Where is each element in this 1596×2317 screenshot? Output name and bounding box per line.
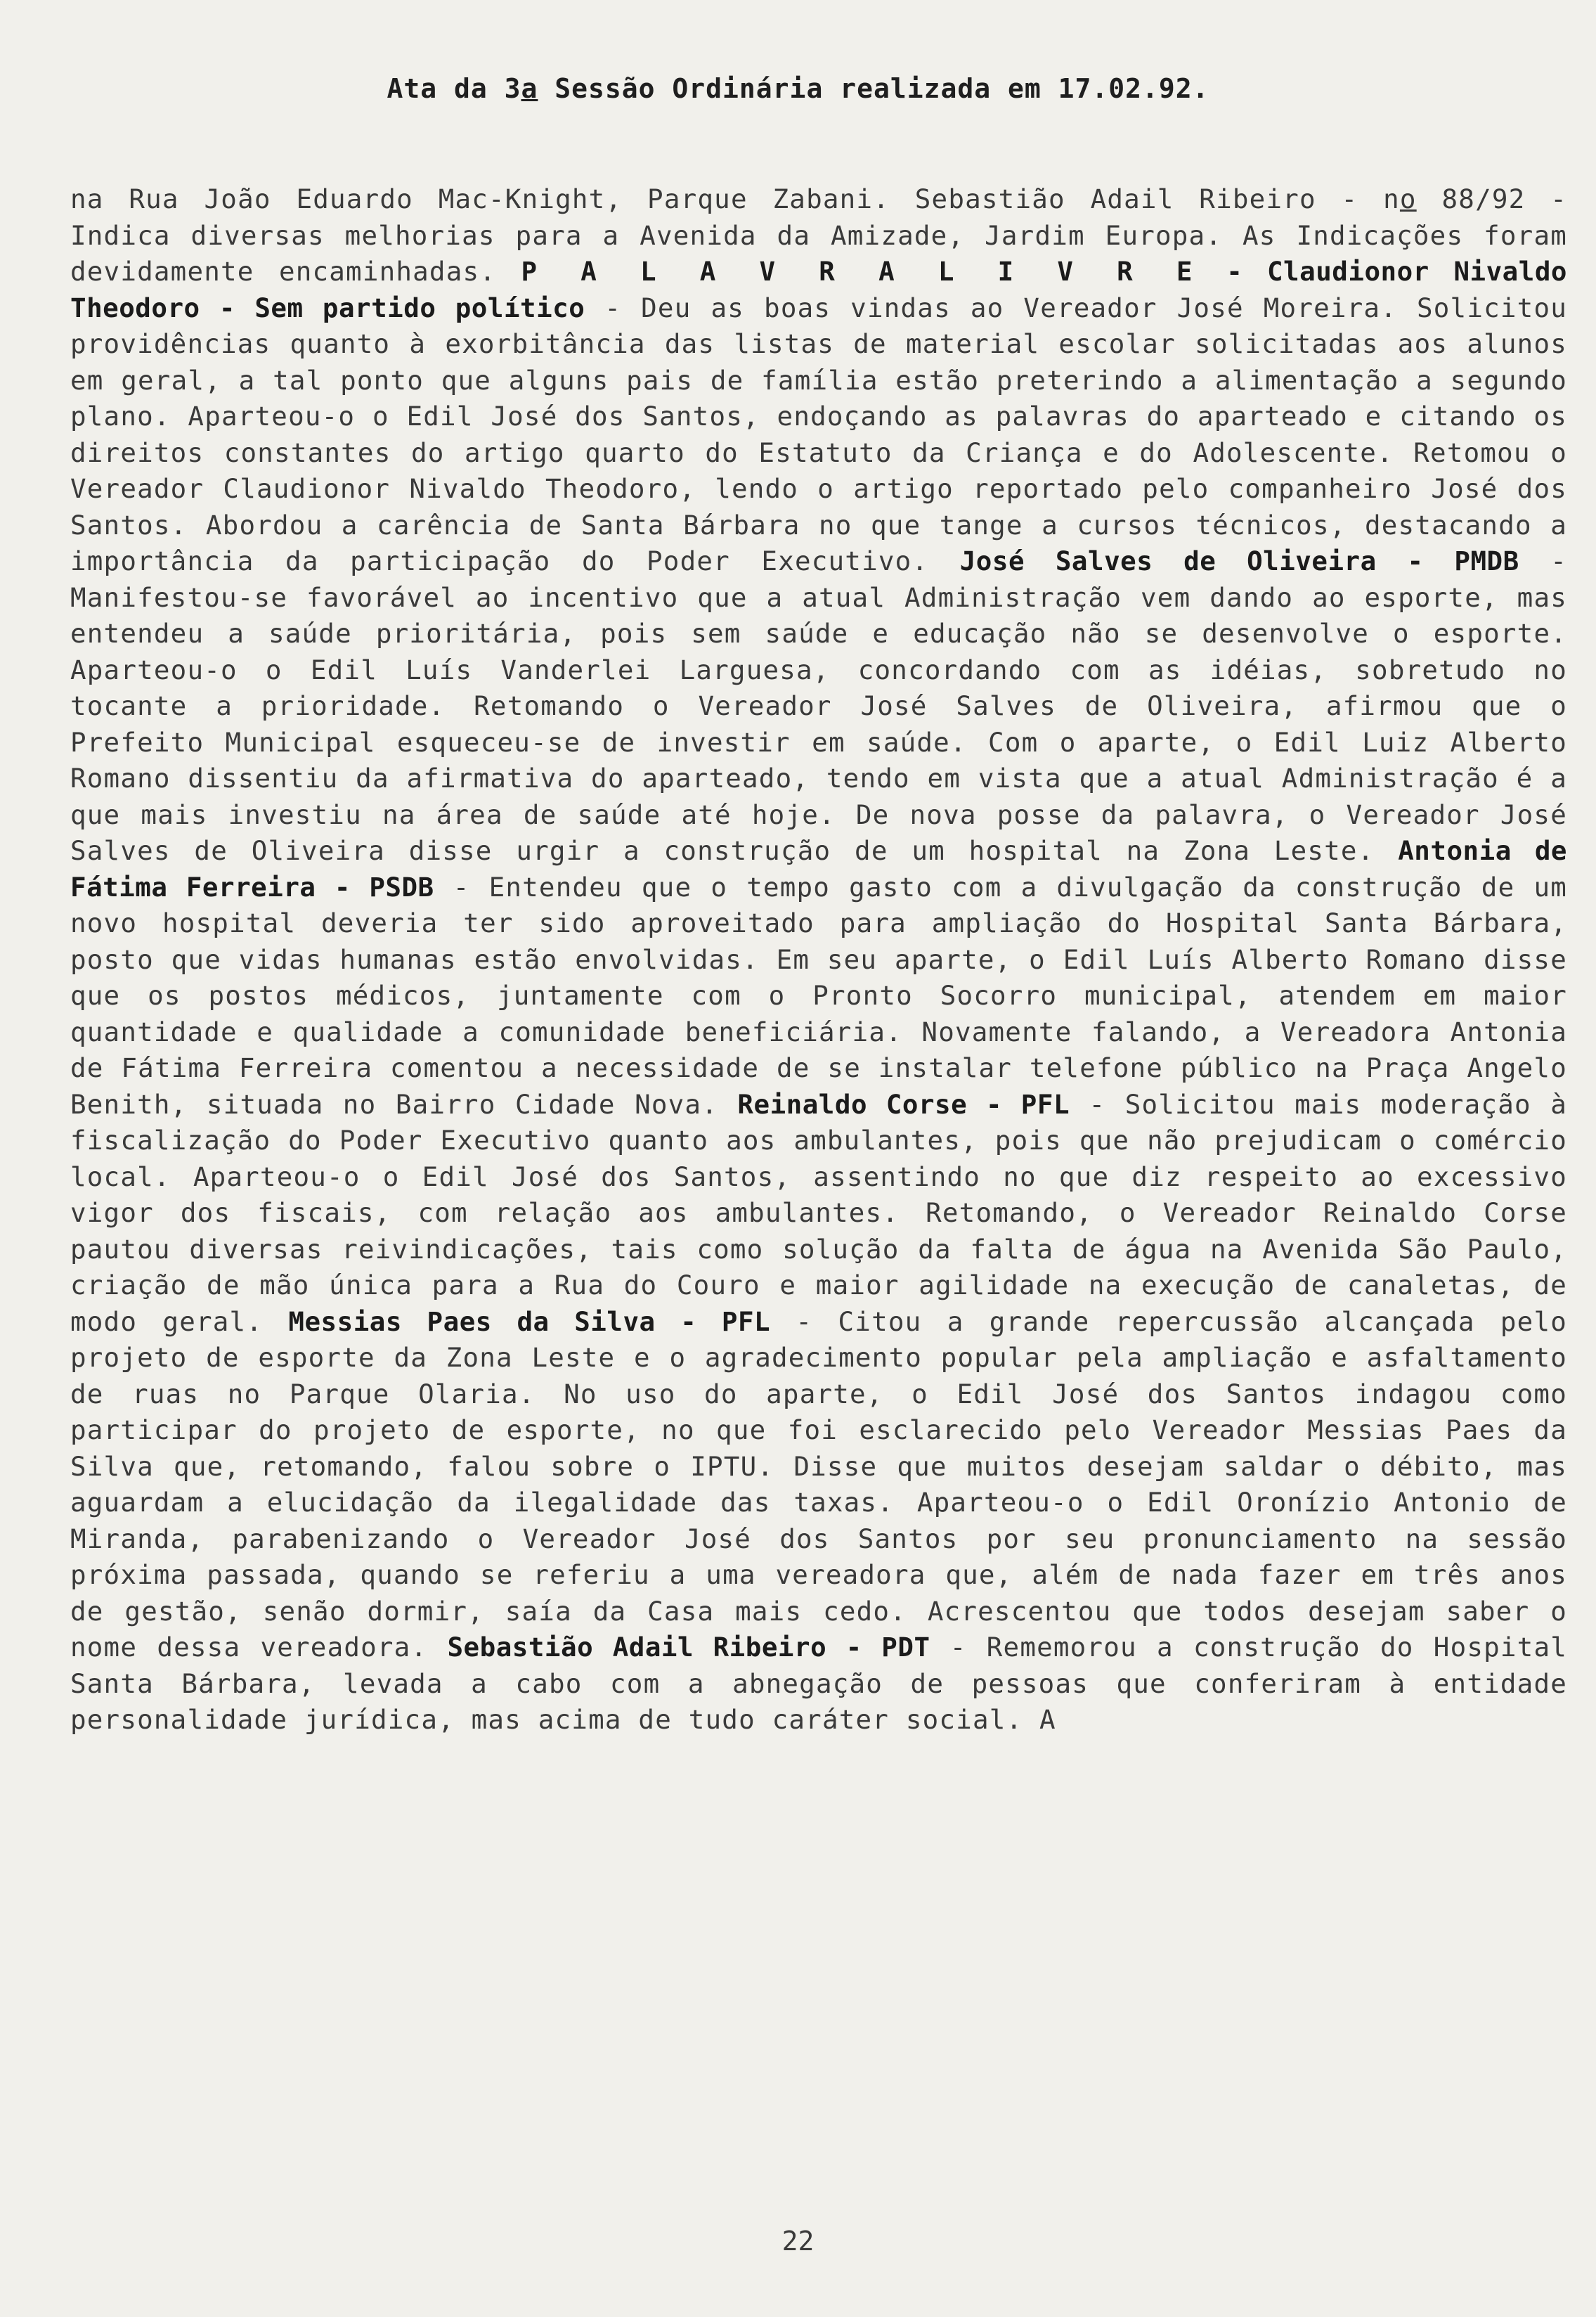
speaker-reinaldo: Reinaldo Corse - PFL bbox=[737, 1088, 1070, 1120]
document-title bbox=[0, 73, 1596, 104]
number-ordinal: o bbox=[1399, 183, 1417, 214]
minutes-paragraph bbox=[70, 181, 1567, 1738]
speech-sebastiao: - Rememorou a construção do Hospital Santa Bárbara, levada a cabo com a abnegação de pessoas que conferiram à entidade personalidade jurídica, mas acima de tudo caráter social. A bbox=[70, 1632, 1568, 1735]
speaker-messias: Messias Paes da Silva - PFL bbox=[288, 1305, 771, 1337]
indications-text: na Rua João Eduardo Mac-Knight, Parque Zabani. Sebastião Adail Ribeiro - n bbox=[70, 183, 1400, 214]
indications-text-cont: 88/92 - Indica diversas melhorias para a Avenida da Amizade, Jardim Europa. As Indicações foram devidamente encaminhadas. bbox=[70, 183, 1567, 287]
speech-antonia: - Entendeu que o tempo gasto com a divulgação da construção de um novo hospital deveria ter sido aproveitado para ampliação do Hospital Santa Bárbara, posto que vidas humanas estão envolvidas. Em seu aparte, o Edil Luís Alberto Romano disse que os postos médicos, juntamente com o Pronto Socorro municipal, atendem em maior quantidade e qualidade a comunidade beneficiária. Novamente falando, a Vereadora Antonia de Fátima Ferreira comentou a necessidade de se instalar telefone público na Praça Angelo Benith, situada no Bairro Cidade Nova. bbox=[70, 871, 1567, 1120]
speech-messias: - Citou a grande repercussão alcançada pelo projeto de esporte da Zona Leste e o agradecimento popular pela ampliação e asfaltamento de ruas no Parque Olaria. No uso do aparte, o Edil José dos Santos indagou como participar do projeto de esporte, no que foi esclarecido pelo Vereador Messias Paes da Silva que, retomando, falou sobre o IPTU. Disse que muitos desejam saldar o débito, mas aguardam a elucidação da ilegalidade das taxas. Aparteou-o o Edil Oronízio Antonio de Miranda, parabenizando o Vereador José dos Santos por seu pronunciamento na sessão próxima passada, quando se referiu a uma vereadora que, além de nada fazer em três anos de gestão, senão dormir, saía da Casa mais cedo. Acrescentou que todos desejam saber o nome dessa vereadora. bbox=[70, 1305, 1568, 1663]
palavra-livre-heading: P A L A V R A L I V R E bbox=[521, 256, 1202, 287]
speaker-claudionor: - Claudionor Nivaldo Theodoro - Sem partido político bbox=[70, 256, 1567, 323]
minutes-body bbox=[70, 181, 1567, 1738]
speech-claudionor: - Deu as boas vindas ao Vereador José Moreira. Solicitou providências quanto à exorbitância das listas de material escolar solicitadas aos alunos em geral, a tal ponto que alguns pais de família estão preterindo a alimentação a segundo plano. Aparteou-o o Edil José dos Santos, endoçando as palavras do aparteado e citando os direitos constantes do artigo quarto do Estatuto da Criança e do Adolescente. Retomou o Vereador Claudionor Nivaldo Theodoro, lendo o artigo reportado pelo companheiro José dos Santos. Abordou a carência de Santa Bárbara no que tange a cursos técnicos, destacando a importância da participação do Poder Executivo. bbox=[70, 292, 1567, 576]
speech-jose-salves: - Manifestou-se favorável ao incentivo que a atual Administração vem dando ao esporte, mas entendeu a saúde prioritária, pois sem saúde e educação não se desenvolve o esporte. Aparteou-o o Edil Luís Vanderlei Larguesa, concordando com as idéias, sobretudo no tocante a prioridade. Retomando o Vereador José Salves de Oliveira, afirmou que o Prefeito Municipal esqueceu-se de investir em saúde. Com o aparte, o Edil Luiz Alberto Romano dissentiu da afirmativa do aparteado, tendo em vista que a atual Administração é a que mais investiu na área de saúde até hoje. De nova posse da palavra, o Vereador José Salves de Oliveira disse urgir a construção de um hospital na Zona Leste. bbox=[70, 546, 1568, 866]
page-number: 22 bbox=[781, 2226, 815, 2257]
title-suffix: Sessão Ordinária realizada em 17.02.92. bbox=[538, 73, 1209, 104]
speaker-jose-salves: José Salves de Oliveira - PMDB bbox=[959, 546, 1519, 576]
speaker-antonia: Antonia de Fátima Ferreira - PSDB bbox=[70, 835, 1567, 903]
speech-reinaldo: - Solicitou mais moderação à fiscalização do Poder Executivo quanto aos ambulantes, pois que não prejudicam o comércio local. Aparteou-o o Edil José dos Santos, assentindo no que diz respeito ao excessivo vigor dos fiscais, com relação aos ambulantes. Retomando, o Vereador Reinaldo Corse pautou diversas reivindicações, tais como solução da falta de água na Avenida São Paulo, criação de mão única para a Rua do Couro e maior agilidade na execução de canaletas, de modo geral. bbox=[70, 1088, 1567, 1337]
title-prefix: Ata da 3 bbox=[387, 73, 521, 104]
speaker-sebastiao: Sebastião Adail Ribeiro - PDT bbox=[447, 1632, 930, 1663]
title-ordinal: a bbox=[521, 73, 538, 104]
